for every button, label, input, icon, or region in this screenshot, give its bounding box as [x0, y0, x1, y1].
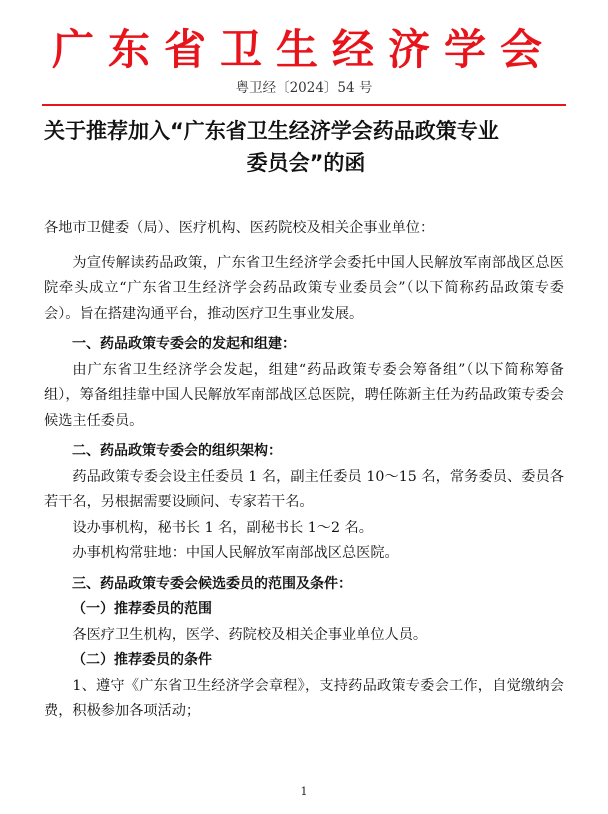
salutation: 各地市卫健委（局）、医疗机构、医药院校及相关企事业单位：: [44, 220, 435, 236]
section-2-heading: 二、药品政策专委会的组织架构：: [72, 443, 282, 459]
section-2-paragraph-2: 设办事机构，秘书长 1 名，副秘书长 1～2 名。: [72, 519, 373, 536]
subsection-1-text: 各医疗卫生机构，医学、药院校及相关企事业单位人员。: [72, 626, 428, 643]
title-line-2: 委员会”的函: [246, 151, 366, 175]
document-number: 粤卫经〔2024〕54 号: [235, 80, 373, 96]
subsection-2-heading: （二）推荐委员的条件: [72, 652, 212, 668]
section-1-text: 由广东省卫生经济学会发起，组建“药品政策专委会筹备组”（以下简称筹备组），筹备组挂靠中国人民解放军南部战区总医院，聘任陈新主任为药品政策专委会候选主任委员。: [44, 361, 564, 429]
letterhead-divider: [42, 104, 566, 106]
section-2-paragraph-3: 办事机构常驻地：中国人民解放军南部战区总医院。: [72, 545, 399, 561]
page-number: 1: [300, 785, 308, 798]
subsection-1-heading: （一）推荐委员的范围: [72, 601, 212, 617]
document-body: [44, 216, 564, 725]
org-letterhead: 广东省卫生经济学会: [51, 25, 556, 74]
section-2-paragraph-1: 药品政策专委会设主任委员 1 名，副主任委员 10～15 名，常务委员、委员各若干名，另根据需要设顾问、专家若干名。: [44, 468, 564, 510]
intro-paragraph: 为宣传解读药品政策，广东省卫生经济学会委托中国人民解放军南部战区总医院牵头成立“广东省卫生经济学会药品政策专业委员会”（以下简称药品政策专委会）。旨在搭建沟通平台，推动医疗卫生事业发展。: [44, 254, 564, 322]
title-line-1: 关于推荐加入“广东省卫生经济学会药品政策专业: [44, 119, 499, 143]
section-3-heading: 三、药品政策专委会候选委员的范围及条件：: [72, 575, 352, 592]
section-1-heading: 一、药品政策专委会的发起和组建：: [72, 336, 296, 352]
subsection-2-item-1: 1、遵守《广东省卫生经济学会章程》，支持药品政策专委会工作，自觉缴纳会费，积极参加各项活动；: [44, 677, 564, 719]
document-title: [44, 115, 568, 179]
